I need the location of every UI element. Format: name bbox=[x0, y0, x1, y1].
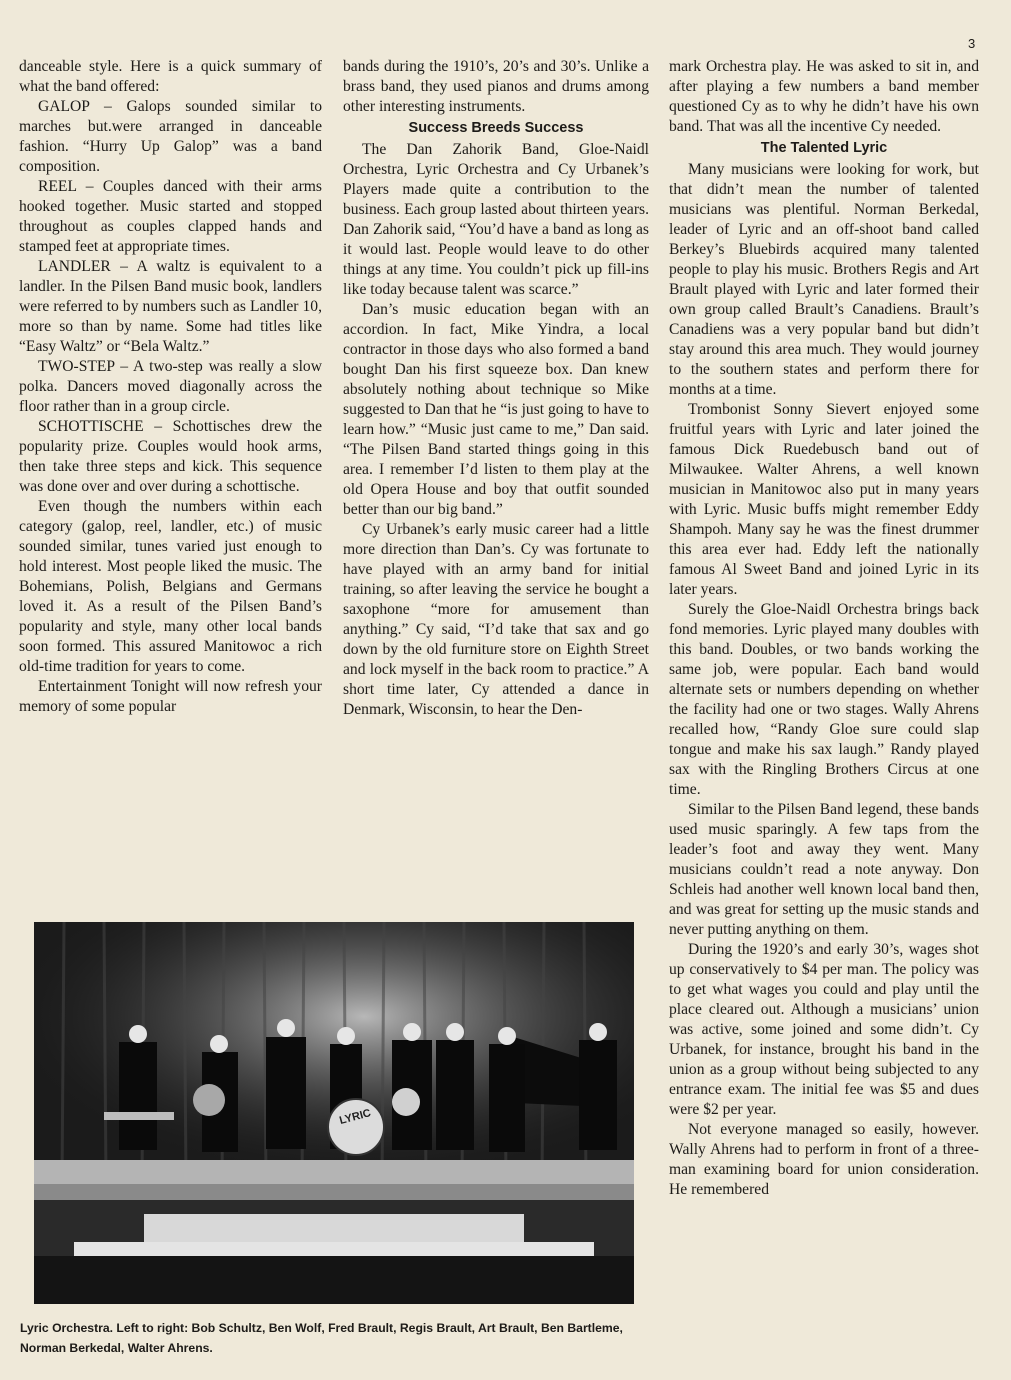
drum-head-text: LYRIC bbox=[338, 1107, 373, 1128]
paragraph: LANDLER – A waltz is equivalent to a landler. In the Pilsen Band music book, landlers were referred to by numbers such as Landler 10, more so than by name. Some had titles like “Easy Waltz” or “Bela Waltz.” bbox=[19, 258, 322, 355]
photo-caption: Lyric Orchestra. Left to right: Bob Schultz, Ben Wolf, Fred Brault, Regis Brault, Art Brault, Ben Bartleme, Norman Berkedal, Walter Ahrens. bbox=[20, 1321, 623, 1355]
paragraph: danceable style. Here is a quick summary of what the band offered: bbox=[19, 58, 322, 95]
paragraph: Trombonist Sonny Sievert enjoyed some fruitful years with Lyric and later joined the famous Dick Ruedebusch band out of Milwaukee. Walter Ahrens, a well known musician in Manitowoc also put in many years with Lyric. Music buffs might remember Eddy Shampoh. Many say he was the finest drummer this area ever had. Eddy left the nationally famous Al Sweet Band and joined Lyric in its later years. bbox=[669, 401, 979, 598]
paragraph: SCHOTTISCHE – Schottisches drew the popularity prize. Couples would hook arms, then take three steps and kick. This sequence was done over and over during a schottische. bbox=[19, 418, 322, 495]
paragraph: During the 1920’s and early 30’s, wages shot up conservatively to $4 per man. The policy was to get what wages you could and play until the place cleared out. Although a musicians’ union was active, some joined and some didn’t. Cy Urbanek, for instance, brought his band in the union as a group without being subjected to any entrance exam. The initial fee was $5 and dues were $2 per year. bbox=[669, 941, 979, 1118]
article-column-3 bbox=[669, 57, 979, 1200]
paragraph: Many musicians were looking for work, but that didn’t mean the number of talented musicians was plentiful. Norman Berkedal, leader of Lyric and an off-shoot band called Berkey’s Bluebirds acquired many talented people to play his music. Brothers Regis and Art Brault played with Lyric and later formed their own group called Brault’s Canadiens. Brault’s Canadiens was a very popular band but didn’t stay around this area much. They would journey to the southern states and perform there for months at a time. bbox=[669, 161, 979, 398]
paragraph: mark Orchestra play. He was asked to sit in, and after playing a few numbers a band member questioned Cy as to why he didn’t have his own band. That was all the incentive Cy needed. bbox=[669, 58, 979, 135]
paragraph: GALOP – Galops sounded similar to marches but.were arranged in danceable fashion. “Hurry Up Galop” was a band composition. bbox=[19, 98, 322, 175]
section-heading: Success Breeds Success bbox=[408, 120, 584, 136]
paragraph: bands during the 1910’s, 20’s and 30’s. Unlike a brass band, they used pianos and drums among other interesting instruments. bbox=[343, 58, 649, 115]
article-column-1 bbox=[19, 57, 322, 717]
paragraph: Cy Urbanek’s early music career had a little more direction than Dan’s. Cy was fortunate to have played with an army band for initial training, so after leaving the service he bought a saxophone “more for amusement than anything.” Cy said, “I’d take that sax and go down by the old furniture store on Eighth Street and lock myself in the back room to practice.” A short time later, Cy attended a dance in Denmark, Wisconsin, to hear the Den- bbox=[343, 521, 649, 718]
paragraph: TWO-STEP – A two-step was really a slow polka. Dancers moved diagonally across the floor rather than in a group circle. bbox=[19, 358, 322, 415]
band-photo-illustration bbox=[34, 922, 634, 1304]
paragraph: Dan’s music education began with an accordion. In fact, Mike Yindra, a local contractor in those days who also formed a band bought Dan his first squeeze box. Dan knew absolutely nothing about technique so Mike suggested to Dan that he “is just going to have to learn how.” “Music just came to me,” Dan said. “The Pilsen Band started things going in this area. I remember I’d listen to them play at the old Opera House and boy that outfit sounded better than our big band.” bbox=[343, 301, 649, 518]
section-heading: The Talented Lyric bbox=[760, 140, 888, 156]
paragraph: Similar to the Pilsen Band legend, these bands used music sparingly. A few taps from the leader’s foot and away they went. Many musicians couldn’t read a note anyway. Don Schleis had another well known local band then, and was great for setting up the music stands and never putting anything on them. bbox=[669, 801, 979, 938]
band-photo bbox=[34, 922, 634, 1304]
paragraph: REEL – Couples danced with their arms hooked together. Music started and stopped throughout as couples clapped hands and stamped feet at appropriate times. bbox=[19, 178, 322, 255]
paragraph: The Dan Zahorik Band, Gloe-Naidl Orchestra, Lyric Orchestra and Cy Urbanek’s Players made quite a contribution to the business. Each group lasted about thirteen years. Dan Zahorik said, “You’d have a band as long as it would last. People would leave to do other things at any time. You couldn’t pick up fill-ins like today because talent was scarce.” bbox=[343, 141, 649, 298]
page-number: 3 bbox=[968, 36, 976, 51]
paragraph: Not everyone managed so easily, however. Wally Ahrens had to perform in front of a three-man examining board for union consideration. He remembered bbox=[669, 1121, 979, 1198]
paragraph: Even though the numbers within each category (galop, reel, landler, etc.) of music sounded similar, tunes varied just enough to hold interest. Most people liked the music. The Bohemians, Polish, Belgians and Germans loved it. As a result of the Pilsen Band’s popularity and style, many other local bands soon formed. This assured Manitowoc a rich old-time tradition for years to come. bbox=[19, 498, 322, 675]
paragraph: Entertainment Tonight will now refresh your memory of some popular bbox=[19, 678, 322, 715]
article-column-2 bbox=[343, 57, 649, 720]
paragraph: Surely the Gloe-Naidl Orchestra brings back fond memories. Lyric played many doubles with this band. Doubles, or two bands working the same job, were popular. Each band would alternate sets or numbers depending on whether the facility had one or two stages. Wally Ahrens recalled how, “Randy Gloe sure could slap tongue and make his sax laugh.” Randy played sax with the Ringling Brothers Circus at one time. bbox=[669, 601, 979, 798]
